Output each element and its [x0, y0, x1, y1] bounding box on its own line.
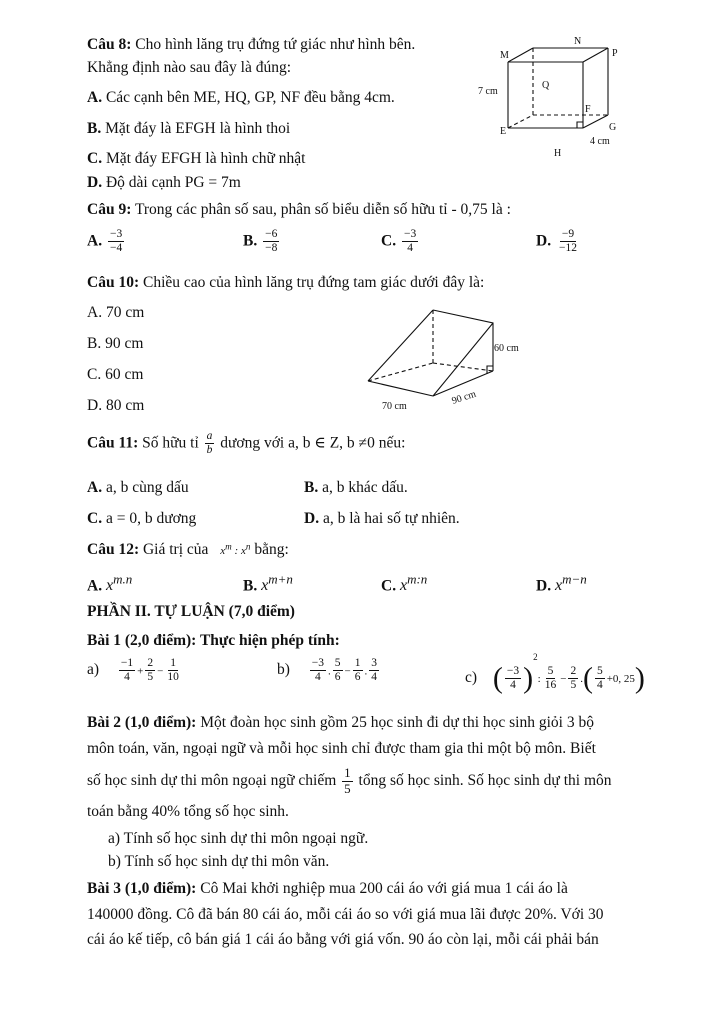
fig-label-H: H — [554, 148, 562, 159]
fig-label-E: E — [500, 126, 507, 137]
fig-label-base: 4 cm — [590, 136, 610, 147]
q11-question: Câu 11: Số hữu tỉ $\frac{a}{b}$ dương với a, b ∈ Z, b ≠0 nếu: — [87, 430, 406, 457]
bai1-c: c) ( $\frac{-3}{4}$ )$^2$: $\frac{5}{16}$ − $\frac{2}{5}$ .( $\frac{5}{4}$ +0, 25) — [465, 652, 645, 695]
fig-label-side: 7 cm — [478, 86, 498, 97]
q12-option-d: D. $x^{m-n}$ — [536, 572, 587, 595]
bai2-item-b: b) Tính số học sinh dự thi môn văn. — [108, 853, 330, 870]
fig-label-M: M — [500, 50, 509, 61]
q9-option-a: A. $\frac{-3}{-4}$ — [87, 228, 123, 255]
bai1-b: b) $\frac{-3}{4}$ . $\frac{5}{6}$ − $\frac{1}{6}$ . $\frac{3}{4}$ — [277, 657, 378, 684]
q9-option-d: D. $\frac{-9}{-12}$ — [536, 228, 577, 255]
q8-line1: Câu 8: Cho hình lăng trụ đứng tứ giác như hình bên. — [87, 36, 416, 53]
q9-question: Câu 9: Trong các phân số sau, phân số biểu diễn số hữu tỉ - 0,75 là : — [87, 201, 511, 218]
q8-option-d: D. Độ dài cạnh PG = 7m — [87, 174, 241, 191]
q11-option-c: C. a = 0, b dương — [87, 510, 197, 527]
fig-label-height: 60 cm — [494, 343, 519, 354]
q8-line2: Khẳng định nào sau đây là đúng: — [87, 59, 292, 76]
bai1-a: a) $\frac{-1}{4}$ + $\frac{2}{5}$ − $\frac{1}{10}$ — [87, 657, 179, 684]
q11-option-a: A. a, b cùng dấu — [87, 479, 189, 496]
q11-option-b: B. a, b khác dấu. — [304, 479, 408, 496]
bai3-title: Bài 3 (1,0 điểm): — [87, 880, 197, 897]
bai3-line3: cái áo kế tiếp, cô bán giá 1 cái áo bằng với giá vốn. 90 áo còn lại, mỗi cái phải bán — [87, 931, 599, 948]
fig-label-depth: 90 cm — [450, 388, 478, 407]
q8-prism-figure — [478, 30, 628, 165]
q12-option-c: C. $x^{m:n}$ — [381, 572, 428, 595]
bai3-line2: 140000 đồng. Cô đã bán 80 cái áo, mỗi cái áo so với giá mua lãi được 20%. Với 30 — [87, 906, 604, 923]
q8-label: Câu 8: — [87, 36, 132, 53]
bai3-line1: Bài 3 (1,0 điểm): Cô Mai khởi nghiệp mua 200 cái áo với giá mua 1 cái áo là — [87, 880, 568, 897]
fig-label-P: P — [612, 48, 618, 59]
q10-option-c: C. 60 cm — [87, 366, 144, 383]
q12-expression: $x^m$ : $x^n$ — [220, 541, 251, 557]
fig-label-F: F — [585, 104, 591, 115]
q10-option-a: A. 70 cm — [87, 304, 145, 321]
fig-label-G: G — [609, 122, 617, 133]
bai2-line2: môn toán, văn, ngoại ngữ và mỗi học sinh chỉ được tham gia thi một bộ môn. Biết — [87, 740, 596, 757]
bai2-line1: Bài 2 (1,0 điểm): Một đoàn học sinh gồm 25 học sinh đi dự thi học sinh giỏi 3 bộ — [87, 714, 594, 731]
q11-option-d: D. a, b là hai số tự nhiên. — [304, 510, 460, 527]
q11-fraction: $\frac{a}{b}$ — [206, 430, 213, 457]
q10-option-b: B. 90 cm — [87, 335, 144, 352]
q8-option-c: C. Mặt đáy EFGH là hình chữ nhật — [87, 150, 306, 167]
bai2-line4: toán bằng 40% tổng số học sinh. — [87, 803, 289, 820]
fig-label-Q: Q — [542, 80, 550, 91]
q8-option-a: A. Các cạnh bên ME, HQ, GP, NF đều bằng 4cm. — [87, 89, 395, 106]
q9-label: Câu 9: — [87, 201, 132, 218]
fig-label-N: N — [574, 36, 582, 47]
q12-option-b: B. $x^{m+n}$ — [243, 572, 293, 595]
bai2-item-a: a) Tính số học sinh dự thi môn ngoại ngữ. — [108, 830, 369, 847]
q12-question: Câu 12: Giá trị của $x^m$ : $x^n$ bằng: — [87, 541, 289, 558]
q9-option-c: C. $\frac{-3}{4}$ — [381, 228, 417, 255]
q12-option-a: A. $x^{m.n}$ — [87, 572, 133, 595]
q11-label: Câu 11: — [87, 434, 139, 452]
bai1-title: Bài 1 (2,0 điểm): Thực hiện phép tính: — [87, 632, 340, 649]
q12-label: Câu 12: — [87, 541, 140, 558]
q10-option-d: D. 80 cm — [87, 397, 145, 414]
q10-question: Câu 10: Chiều cao của hình lăng trụ đứng tam giác dưới đây là: — [87, 274, 485, 291]
bai2-line3: số học sinh dự thi môn ngoại ngữ chiếm $\frac{1}{5}$ tổng số học sinh. Số học sinh dự thi môn — [87, 765, 612, 796]
q9-option-b: B. $\frac{-6}{-8}$ — [243, 228, 278, 255]
fig-label-width: 70 cm — [382, 401, 407, 412]
bai2-title: Bài 2 (1,0 điểm): — [87, 714, 197, 731]
part2-title: PHẦN II. TỰ LUẬN (7,0 điểm) — [87, 603, 295, 620]
q8-option-b: B. Mặt đáy là EFGH là hình thoi — [87, 120, 291, 137]
q10-prism-figure — [358, 303, 533, 415]
q10-label: Câu 10: — [87, 274, 140, 291]
